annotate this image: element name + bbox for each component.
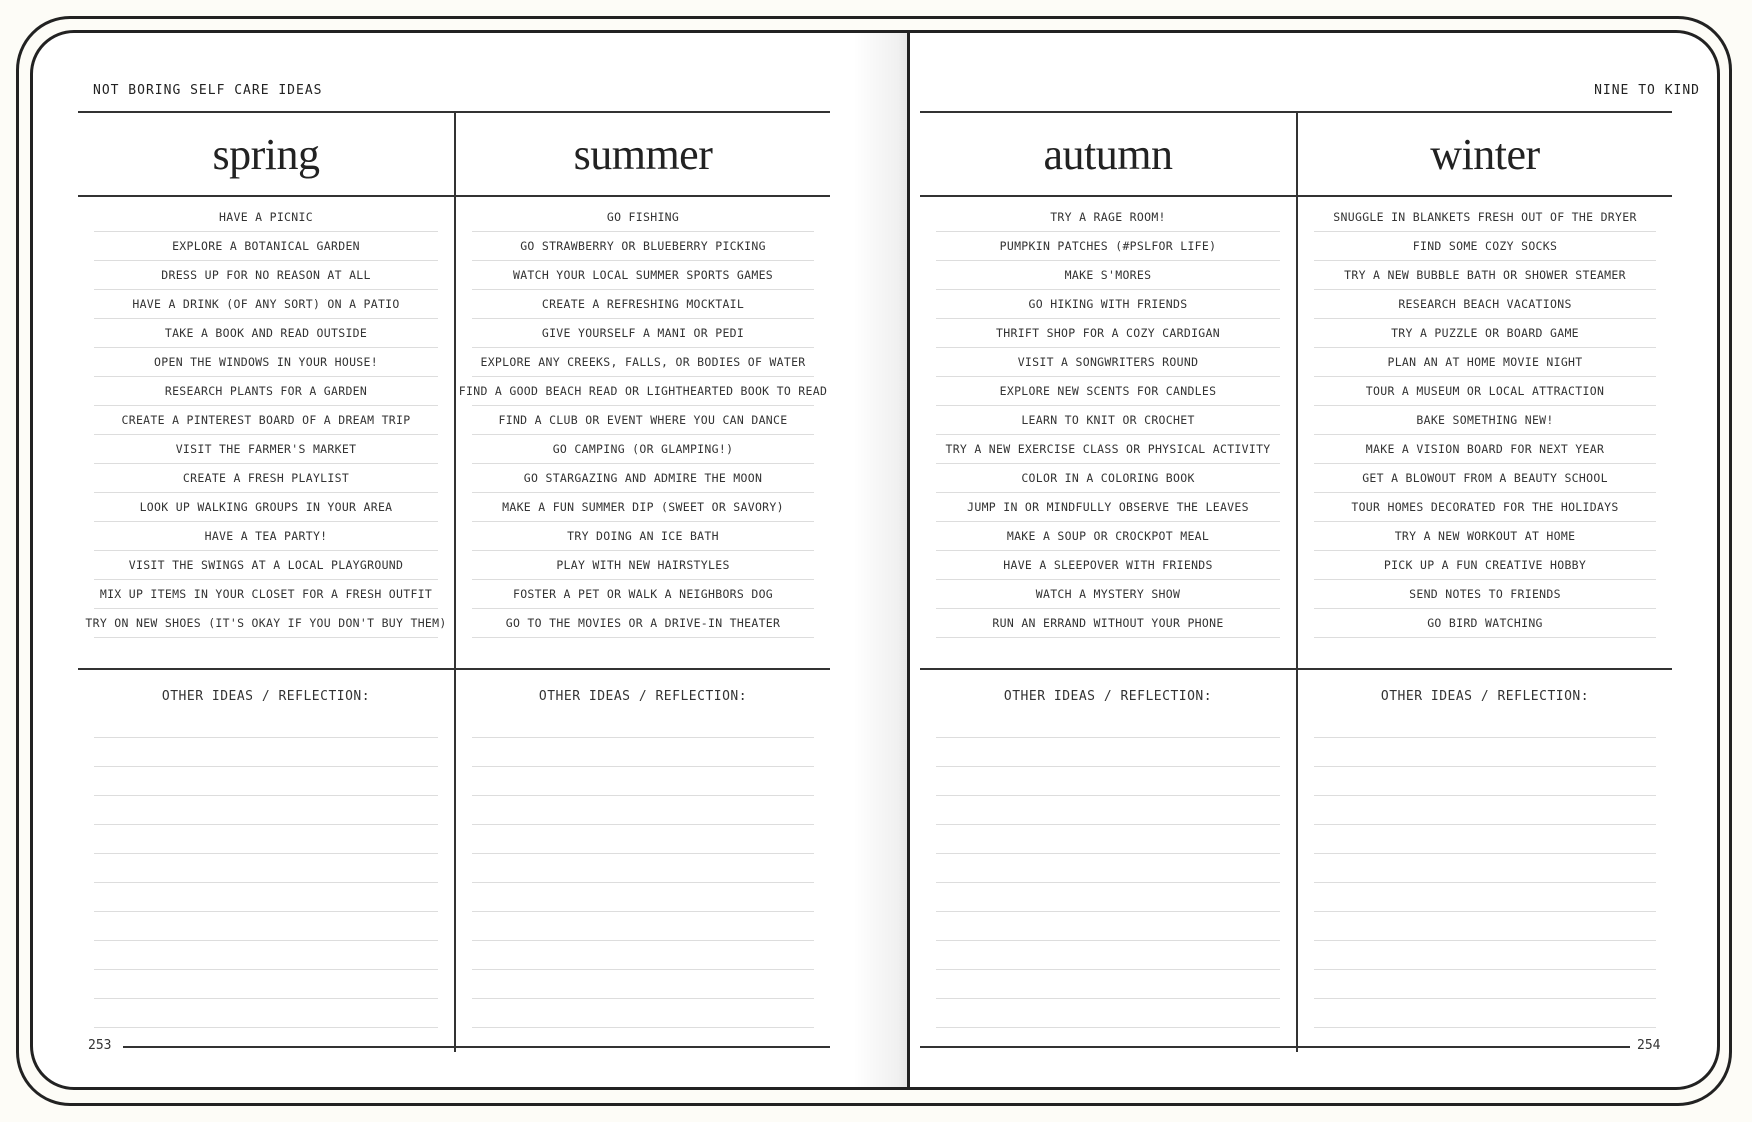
list-item: GIVE YOURSELF A MANI OR PEDI <box>472 319 814 348</box>
list-item: TRY ON NEW SHOES (IT'S OKAY IF YOU DON'T BUY THEM) <box>94 609 438 638</box>
seasons-grid-left <box>78 111 830 1052</box>
list-item: TRY A NEW WORKOUT AT HOME <box>1314 522 1656 551</box>
list-item: TOUR HOMES DECORATED FOR THE HOLIDAYS <box>1314 493 1656 522</box>
list-item: JUMP IN OR MINDFULLY OBSERVE THE LEAVES <box>936 493 1280 522</box>
list-item: RUN AN ERRAND WITHOUT YOUR PHONE <box>936 609 1280 638</box>
list-item: BAKE SOMETHING NEW! <box>1314 406 1656 435</box>
section-divider <box>1298 668 1672 670</box>
season-title: autumn <box>920 113 1296 197</box>
page-header-left: NOT BORING SELF CARE IDEAS <box>93 83 323 98</box>
book-spread <box>30 30 1720 1090</box>
list-item: PICK UP A FUN CREATIVE HOBBY <box>1314 551 1656 580</box>
season-title: spring <box>78 113 454 197</box>
list-item: SNUGGLE IN BLANKETS FRESH OUT OF THE DRYER <box>1314 203 1656 232</box>
list-item: DRESS UP FOR NO REASON AT ALL <box>94 261 438 290</box>
writing-lines <box>936 709 1280 1028</box>
section-divider <box>78 668 454 670</box>
list-item: VISIT THE FARMER'S MARKET <box>94 435 438 464</box>
list-item: MIX UP ITEMS IN YOUR CLOSET FOR A FRESH OUTFIT <box>94 580 438 609</box>
list-item: PUMPKIN PATCHES (#PSLFOR LIFE) <box>936 232 1280 261</box>
season-title: winter <box>1298 113 1672 197</box>
list-item: FOSTER A PET OR WALK A NEIGHBORS DOG <box>472 580 814 609</box>
list-item: MAKE A FUN SUMMER DIP (SWEET OR SAVORY) <box>472 493 814 522</box>
list-item: TRY A NEW EXERCISE CLASS OR PHYSICAL ACTIVITY <box>936 435 1280 464</box>
list-item: MAKE A SOUP OR CROCKPOT MEAL <box>936 522 1280 551</box>
list-item: EXPLORE NEW SCENTS FOR CANDLES <box>936 377 1280 406</box>
list-item: TRY A RAGE ROOM! <box>936 203 1280 232</box>
list-item: COLOR IN A COLORING BOOK <box>936 464 1280 493</box>
reflection-label: OTHER IDEAS / REFLECTION: <box>538 689 748 704</box>
page-number: 253 <box>88 1038 112 1053</box>
list-item: TRY A NEW BUBBLE BATH OR SHOWER STEAMER <box>1314 261 1656 290</box>
list-item: TRY DOING AN ICE BATH <box>472 522 814 551</box>
list-item: GO TO THE MOVIES OR A DRIVE-IN THEATER <box>472 609 814 638</box>
list-item: GET A BLOWOUT FROM A BEAUTY SCHOOL <box>1314 464 1656 493</box>
list-item: MAKE A VISION BOARD FOR NEXT YEAR <box>1314 435 1656 464</box>
list-item: LOOK UP WALKING GROUPS IN YOUR AREA <box>94 493 438 522</box>
list-item: GO HIKING WITH FRIENDS <box>936 290 1280 319</box>
list-item: OPEN THE WINDOWS IN YOUR HOUSE! <box>94 348 438 377</box>
list-item: LEARN TO KNIT OR CROCHET <box>936 406 1280 435</box>
season-column-spring <box>78 113 454 1052</box>
seasons-grid-right <box>920 111 1672 1052</box>
footer-rule <box>123 1046 830 1048</box>
reflection-label: OTHER IDEAS / REFLECTION: <box>161 689 371 704</box>
section-divider <box>456 668 830 670</box>
list-item: FIND A GOOD BEACH READ OR LIGHTHEARTED BOOK TO READ <box>472 377 814 406</box>
list-item: RESEARCH BEACH VACATIONS <box>1314 290 1656 319</box>
list-item: GO STARGAZING AND ADMIRE THE MOON <box>472 464 814 493</box>
list-item: HAVE A PICNIC <box>94 203 438 232</box>
list-item: HAVE A SLEEPOVER WITH FRIENDS <box>936 551 1280 580</box>
season-column-winter <box>1296 113 1672 1052</box>
reflection-label: OTHER IDEAS / REFLECTION: <box>1003 689 1213 704</box>
list-item: TOUR A MUSEUM OR LOCAL ATTRACTION <box>1314 377 1656 406</box>
left-page <box>33 33 907 1087</box>
list-item: RESEARCH PLANTS FOR A GARDEN <box>94 377 438 406</box>
reflection-label: OTHER IDEAS / REFLECTION: <box>1380 689 1590 704</box>
section-divider <box>920 668 1296 670</box>
list-item: EXPLORE ANY CREEKS, FALLS, OR BODIES OF WATER <box>472 348 814 377</box>
season-title: summer <box>456 113 830 197</box>
list-item: FIND SOME COZY SOCKS <box>1314 232 1656 261</box>
list-item: CREATE A PINTEREST BOARD OF A DREAM TRIP <box>94 406 438 435</box>
list-item: FIND A CLUB OR EVENT WHERE YOU CAN DANCE <box>472 406 814 435</box>
footer-rule <box>920 1046 1630 1048</box>
season-column-summer <box>454 113 830 1052</box>
list-item: PLAY WITH NEW HAIRSTYLES <box>472 551 814 580</box>
list-item: CREATE A REFRESHING MOCKTAIL <box>472 290 814 319</box>
ideas-list <box>458 203 828 638</box>
list-item: PLAN AN AT HOME MOVIE NIGHT <box>1314 348 1656 377</box>
list-item: VISIT THE SWINGS AT A LOCAL PLAYGROUND <box>94 551 438 580</box>
right-page <box>910 33 1720 1087</box>
ideas-list <box>936 203 1280 638</box>
page-number: 254 <box>1637 1038 1661 1053</box>
list-item: GO STRAWBERRY OR BLUEBERRY PICKING <box>472 232 814 261</box>
list-item: GO FISHING <box>472 203 814 232</box>
list-item: TAKE A BOOK AND READ OUTSIDE <box>94 319 438 348</box>
page-header-right: NINE TO KIND <box>1594 83 1700 98</box>
list-item: WATCH YOUR LOCAL SUMMER SPORTS GAMES <box>472 261 814 290</box>
list-item: GO CAMPING (OR GLAMPING!) <box>472 435 814 464</box>
ideas-list <box>85 203 447 638</box>
list-item: WATCH A MYSTERY SHOW <box>936 580 1280 609</box>
list-item: THRIFT SHOP FOR A COZY CARDIGAN <box>936 319 1280 348</box>
list-item: HAVE A TEA PARTY! <box>94 522 438 551</box>
writing-lines <box>1314 709 1656 1028</box>
list-item: MAKE S'MORES <box>936 261 1280 290</box>
season-column-autumn <box>920 113 1296 1052</box>
list-item: SEND NOTES TO FRIENDS <box>1314 580 1656 609</box>
list-item: GO BIRD WATCHING <box>1314 609 1656 638</box>
list-item: VISIT A SONGWRITERS ROUND <box>936 348 1280 377</box>
list-item: CREATE A FRESH PLAYLIST <box>94 464 438 493</box>
list-item: TRY A PUZZLE OR BOARD GAME <box>1314 319 1656 348</box>
list-item: EXPLORE A BOTANICAL GARDEN <box>94 232 438 261</box>
writing-lines <box>472 709 814 1028</box>
ideas-list <box>1314 203 1656 638</box>
list-item: HAVE A DRINK (OF ANY SORT) ON A PATIO <box>94 290 438 319</box>
writing-lines <box>94 709 438 1028</box>
